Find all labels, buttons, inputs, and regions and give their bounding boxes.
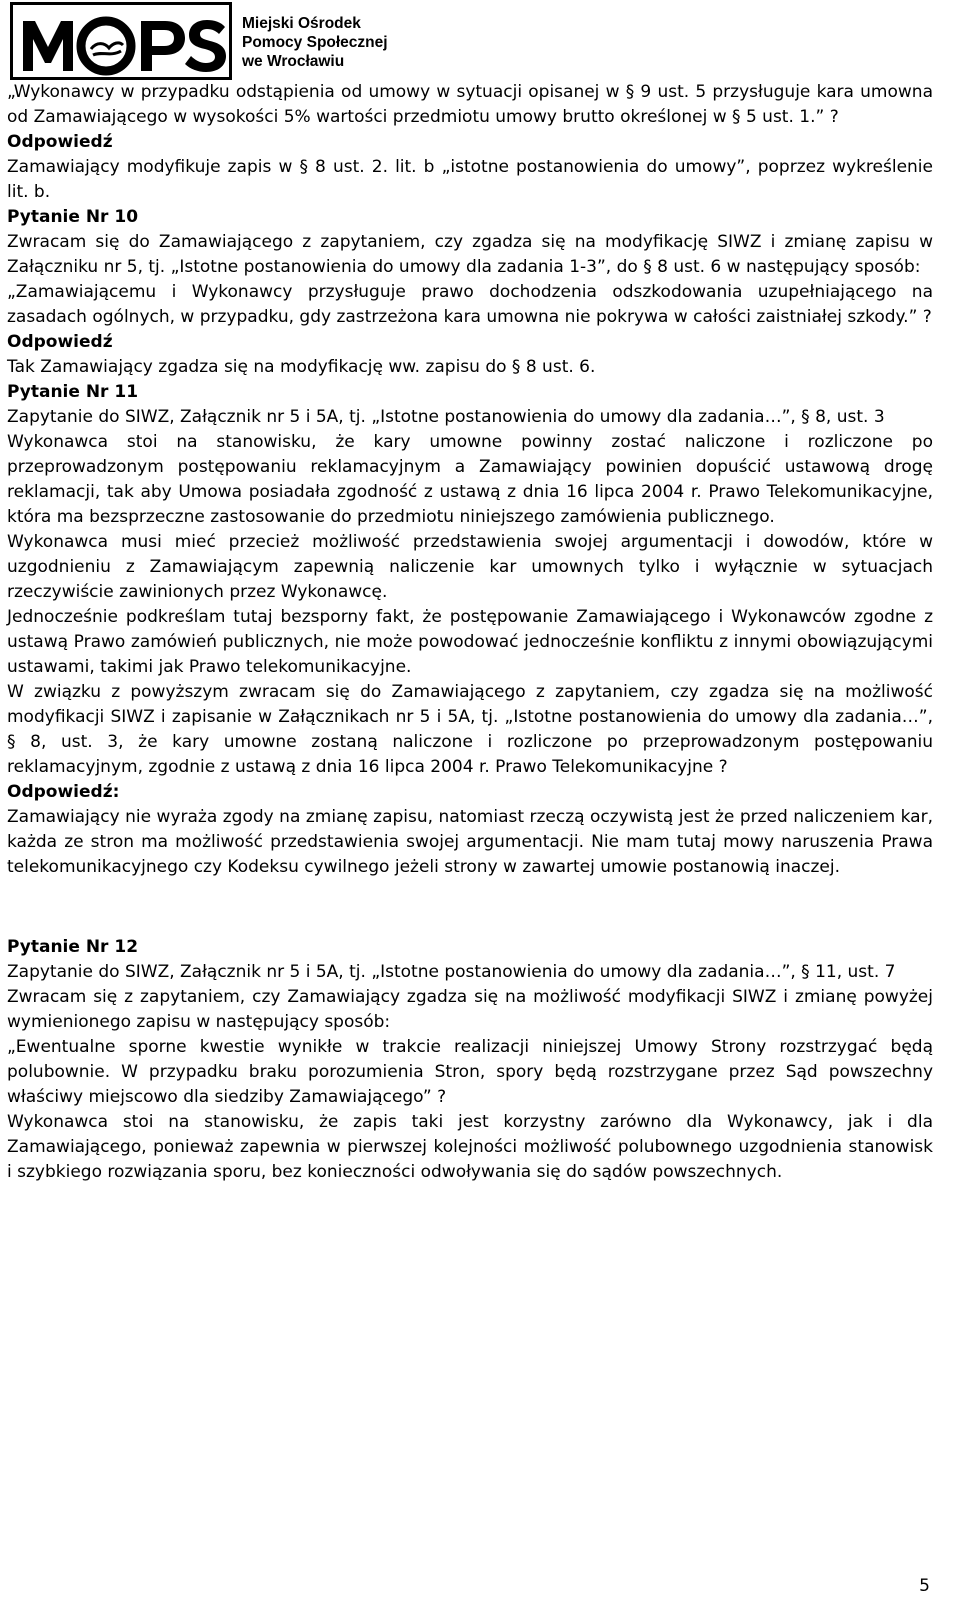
document-body — [7, 80, 933, 1185]
paragraph: Wykonawca musi mieć przecież możliwość przedstawienia swojej argumentacji i dowodów, które w uzgodnieniu z Zamawiającym zapewnią naliczenie kar umownych tylko i wyłącznie w sytuacjach rzeczywiście zawinionych przez Wykonawcę. — [7, 532, 933, 602]
mops-logo — [10, 2, 232, 80]
section-heading: Pytanie Nr 11 — [7, 382, 139, 402]
org-line-3: we Wrocławiu — [242, 53, 345, 70]
section-spacer — [7, 880, 933, 935]
paragraph: Wykonawca stoi na stanowisku, że zapis taki jest korzystny zarówno dla Wykonawcy, jak i dla Zamawiającego, ponieważ zapewnia w pierwszej kolejności możliwość polubownego uzgodnienia stanowisk i szybkiego rozwiązania sporu, bez konieczności odwoływania się do sądów powszechnych. — [7, 1112, 933, 1182]
mops-logo-graphic — [13, 5, 235, 83]
paragraph: W związku z powyższym zwracam się do Zamawiającego z zapytaniem, czy zgadza się na możliwość modyfikacji SIWZ i zapisanie w Załącznikach nr 5 i 5A, tj. „Istotne postanowienia do umowy dla zadania…”, § 8, ust. 3, że kary umowne zostaną naliczone i rozliczone po przeprowadzonym postępowaniu reklamacyjnym, zgodnie z ustawą z dnia 16 lipca 2004 r. Prawo Telekomunikacyjne ? — [7, 682, 933, 777]
paragraph: Zamawiający nie wyraża zgody na zmianę zapisu, natomiast rzeczą oczywistą jest że przed naliczeniem kar, każda ze stron ma możliwość przedstawienia swojej argumentacji. Nie mam tutaj mowy naruszenia Prawa telekomunikacyjnego czy Kodeksu cywilnego jeżeli strony w zawartej umowie postanowią inaczej. — [7, 807, 933, 877]
paragraph: Zapytanie do SIWZ, Załącznik nr 5 i 5A, tj. „Istotne postanowienia do umowy dla zadania…”, § 8, ust. 3 — [7, 407, 885, 427]
org-line-2: Pomocy Społecznej — [242, 34, 388, 51]
paragraph: Zamawiający modyfikuje zapis w § 8 ust. 2. lit. b „istotne postanowienia do umowy”, poprzez wykreślenie lit. b. — [7, 157, 933, 202]
paragraph: Zwracam się z zapytaniem, czy Zamawiający zgadza się na możliwość modyfikacji SIWZ i zmianę powyżej wymienionego zapisu w następujący sposób: — [7, 987, 933, 1032]
section-heading: Pytanie Nr 10 — [7, 207, 139, 227]
page-number: 5 — [919, 1576, 930, 1596]
org-line-1: Miejski Ośrodek — [242, 15, 361, 32]
section-heading: Odpowiedź — [7, 132, 113, 152]
section-heading: Odpowiedź — [7, 332, 113, 352]
paragraph: Zapytanie do SIWZ, Załącznik nr 5 i 5A, tj. „Istotne postanowienia do umowy dla zadania…”, § 11, ust. 7 — [7, 962, 896, 982]
section-heading: Odpowiedź: — [7, 782, 120, 802]
page-header — [10, 2, 410, 82]
paragraph: Zwracam się do Zamawiającego z zapytaniem, czy zgadza się na modyfikację SIWZ i zmianę zapisu w Załączniku nr 5, tj. „Istotne postanowienia do umowy dla zadania 1-3”, do § 8 ust. 6 w następujący sposób: — [7, 232, 933, 277]
paragraph: Jednocześnie podkreślam tutaj bezsporny fakt, że postępowanie Zamawiającego i Wykonawców zgodne z ustawą Prawo zamówień publicznych, nie może powodować jednocześnie konfliktu z innymi obowiązującymi ustawami, takimi jak Prawo telekomunikacyjne. — [7, 607, 933, 677]
paragraph: „Zamawiającemu i Wykonawcy przysługuje prawo dochodzenia odszkodowania uzupełniającego na zasadach ogólnych, w przypadku, gdy zastrzeżona kara umowna nie pokrywa w całości zaistniałej szkody.” ? — [7, 282, 933, 327]
paragraph: Wykonawca stoi na stanowisku, że kary umowne powinny zostać naliczone i rozliczone po przeprowadzonym postępowaniu reklamacyjnym a Zamawiający powinien dopuścić ustawową drogę reklamacji, tak aby Umowa posiadała zgodność z ustawą z dnia 16 lipca 2004 r. Prawo Telekomunikacyjne, która ma bezsprzeczne zastosowanie do przedmiotu niniejszego zamówienia publicznego. — [7, 432, 933, 527]
paragraph: Tak Zamawiający zgadza się na modyfikację ww. zapisu do § 8 ust. 6. — [7, 357, 596, 377]
section-heading: Pytanie Nr 12 — [7, 937, 139, 957]
organization-name — [242, 14, 388, 71]
paragraph: „Wykonawcy w przypadku odstąpienia od umowy w sytuacji opisanej w § 9 ust. 5 przysługuje kara umowna od Zamawiającego w wysokości 5% wartości przedmiotu umowy brutto określonej w § 5 ust. 1.” ? — [7, 82, 933, 127]
paragraph: „Ewentualne sporne kwestie wynikłe w trakcie realizacji niniejszej Umowy Strony rozstrzygać będą polubownie. W przypadku braku porozumienia Stron, spory będą rozstrzygane przez Sąd powszechny właściwy miejscowo dla siedziby Zamawiającego” ? — [7, 1037, 933, 1107]
